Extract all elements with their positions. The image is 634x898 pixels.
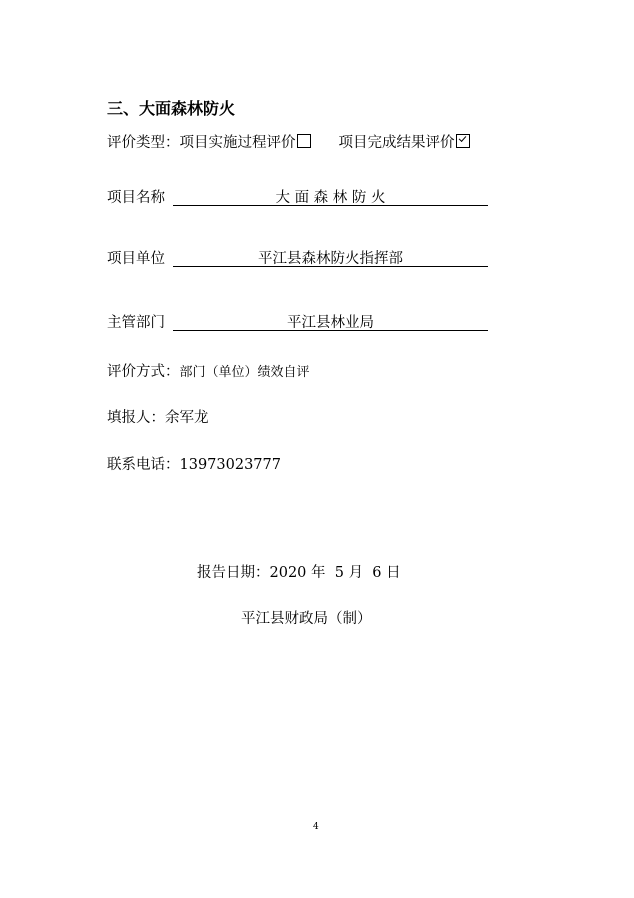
option-process-label: 项目实施过程评价 xyxy=(179,135,296,151)
project-unit-value: 平江县森林防火指挥部 xyxy=(173,247,488,267)
project-name-label: 项目名称 xyxy=(107,190,165,206)
evaluation-mode-label: 评价方式： xyxy=(107,364,180,380)
evaluation-mode-value: 部门（单位）绩效自评 xyxy=(179,365,310,380)
project-name-value: 大 面 森 林 防 火 xyxy=(173,186,488,206)
option-result-checkbox[interactable] xyxy=(456,134,470,148)
project-unit-row xyxy=(107,247,497,269)
supervisor-value: 平江县林业局 xyxy=(173,311,488,331)
supervisor-label: 主管部门 xyxy=(107,315,165,331)
section-heading: 三、大面森林防火 xyxy=(107,99,236,118)
report-date: 报告日期：2020 年 5 月 6 日 xyxy=(197,565,401,581)
filler-label: 填报人： xyxy=(107,410,165,426)
issuer: 平江县财政局（制） xyxy=(241,611,372,627)
project-unit-label: 项目单位 xyxy=(107,251,165,267)
option-process-checkbox[interactable] xyxy=(297,134,311,148)
filler-value: 余军龙 xyxy=(165,410,209,426)
evaluation-type-row xyxy=(107,131,470,152)
page-number: 4 xyxy=(313,822,319,832)
evaluation-mode-row xyxy=(107,360,310,381)
phone-row xyxy=(107,453,281,474)
project-name-row xyxy=(107,186,497,208)
phone-value: 13973023777 xyxy=(179,457,281,473)
option-result-label: 项目完成结果评价 xyxy=(338,135,455,151)
supervisor-row xyxy=(107,311,497,333)
evaluation-type-label: 评价类型： xyxy=(107,135,180,151)
filler-row xyxy=(107,406,209,427)
phone-label: 联系电话： xyxy=(107,457,180,473)
